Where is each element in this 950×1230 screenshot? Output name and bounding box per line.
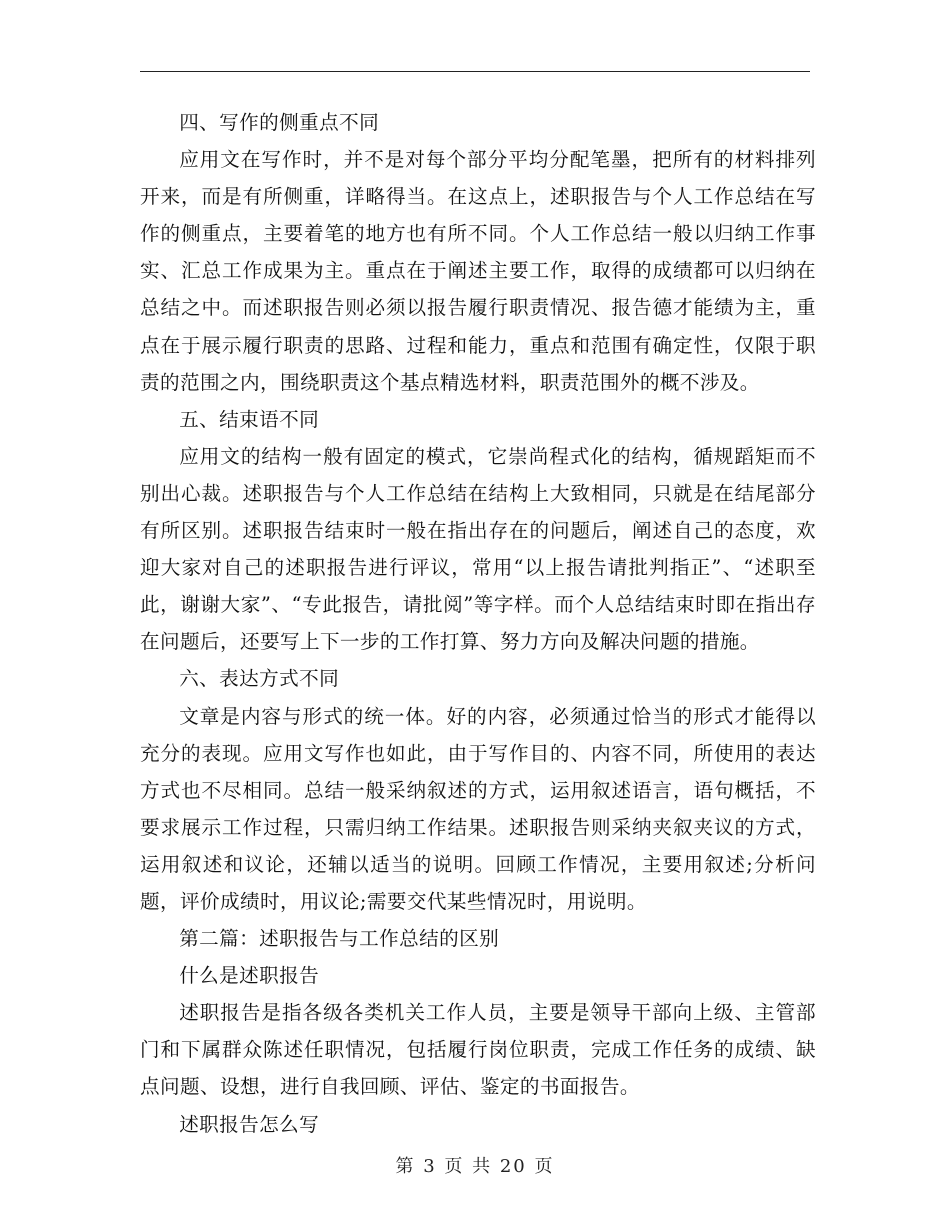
document-body bbox=[140, 104, 816, 1143]
section-heading-5: 五、结束语不同 bbox=[179, 407, 320, 431]
page-number: 第 3 页 共 20 页 bbox=[395, 1156, 555, 1177]
paragraph-focus: 应用文在写作时，并不是对每个部分平均分配笔墨，把所有的材料排列开来，而是有所侧重，详略得当。在这点上，述职报告与个人工作总结在写作的侧重点，主要着笔的地方也有所不同。个人工作总结一般以归纳工作事实、汇总工作成果为主。重点在于阐述主要工作，取得的成绩都可以归纳在总结之中。而述职报告则必须以报告履行职责情况、报告德才能绩为主，重点在于展示履行职责的思路、过程和能力，重点和范围有确定性，仅限于职责的范围之内，围绕职责这个基点精选材料，职责范围外的概不涉及。 bbox=[140, 148, 816, 394]
paragraph-expression: 文章是内容与形式的统一体。好的内容，必须通过恰当的形式才能得以充分的表现。应用文写作也如此，由于写作目的、内容不同，所使用的表达方式也不尽相同。总结一般采纳叙述的方式，运用叙述语言，语句概括，不要求展示工作过程，只需归纳工作结果。述职报告则采纳夹叙夹议的方式，运用叙述和议论，还辅以适当的说明。回顾工作情况，主要用叙述;分析问题，评价成绩时，用议论;需要交代某些情况时，用说明。 bbox=[140, 704, 816, 913]
paragraph-conclusion: 应用文的结构一般有固定的模式，它崇尚程式化的结构，循规蹈矩而不别出心裁。述职报告与个人工作总结在结构上大致相同，只就是在结尾部分有所区别。述职报告结束时一般在指出存在的问题后，阐述自己的态度，欢迎大家对自己的述职报告进行评议，常用“以上报告请批判指正”、“述职至此，谢谢大家”、“专此报告，请批阅”等字样。而个人总结结束时即在指出存在问题后，还要写上下一步的工作打算、努力方向及解决问题的措施。 bbox=[140, 444, 816, 654]
paragraph-definition: 述职报告是指各级各类机关工作人员，主要是领导干部向上级、主管部门和下属群众陈述任职情况，包括履行岗位职责，完成工作任务的成绩、缺点问题、设想，进行自我回顾、评估、鉴定的书面报告。 bbox=[140, 1001, 816, 1099]
section-heading-6: 六、表达方式不同 bbox=[179, 667, 340, 691]
subheading-how-to-write: 述职报告怎么写 bbox=[179, 1112, 320, 1136]
section-heading-4: 四、写作的侧重点不同 bbox=[179, 111, 380, 134]
chapter-heading-2: 第二篇：述职报告与工作总结的区别 bbox=[179, 927, 500, 951]
subheading-what-is: 什么是述职报告 bbox=[179, 964, 320, 988]
header-rule bbox=[140, 71, 810, 72]
